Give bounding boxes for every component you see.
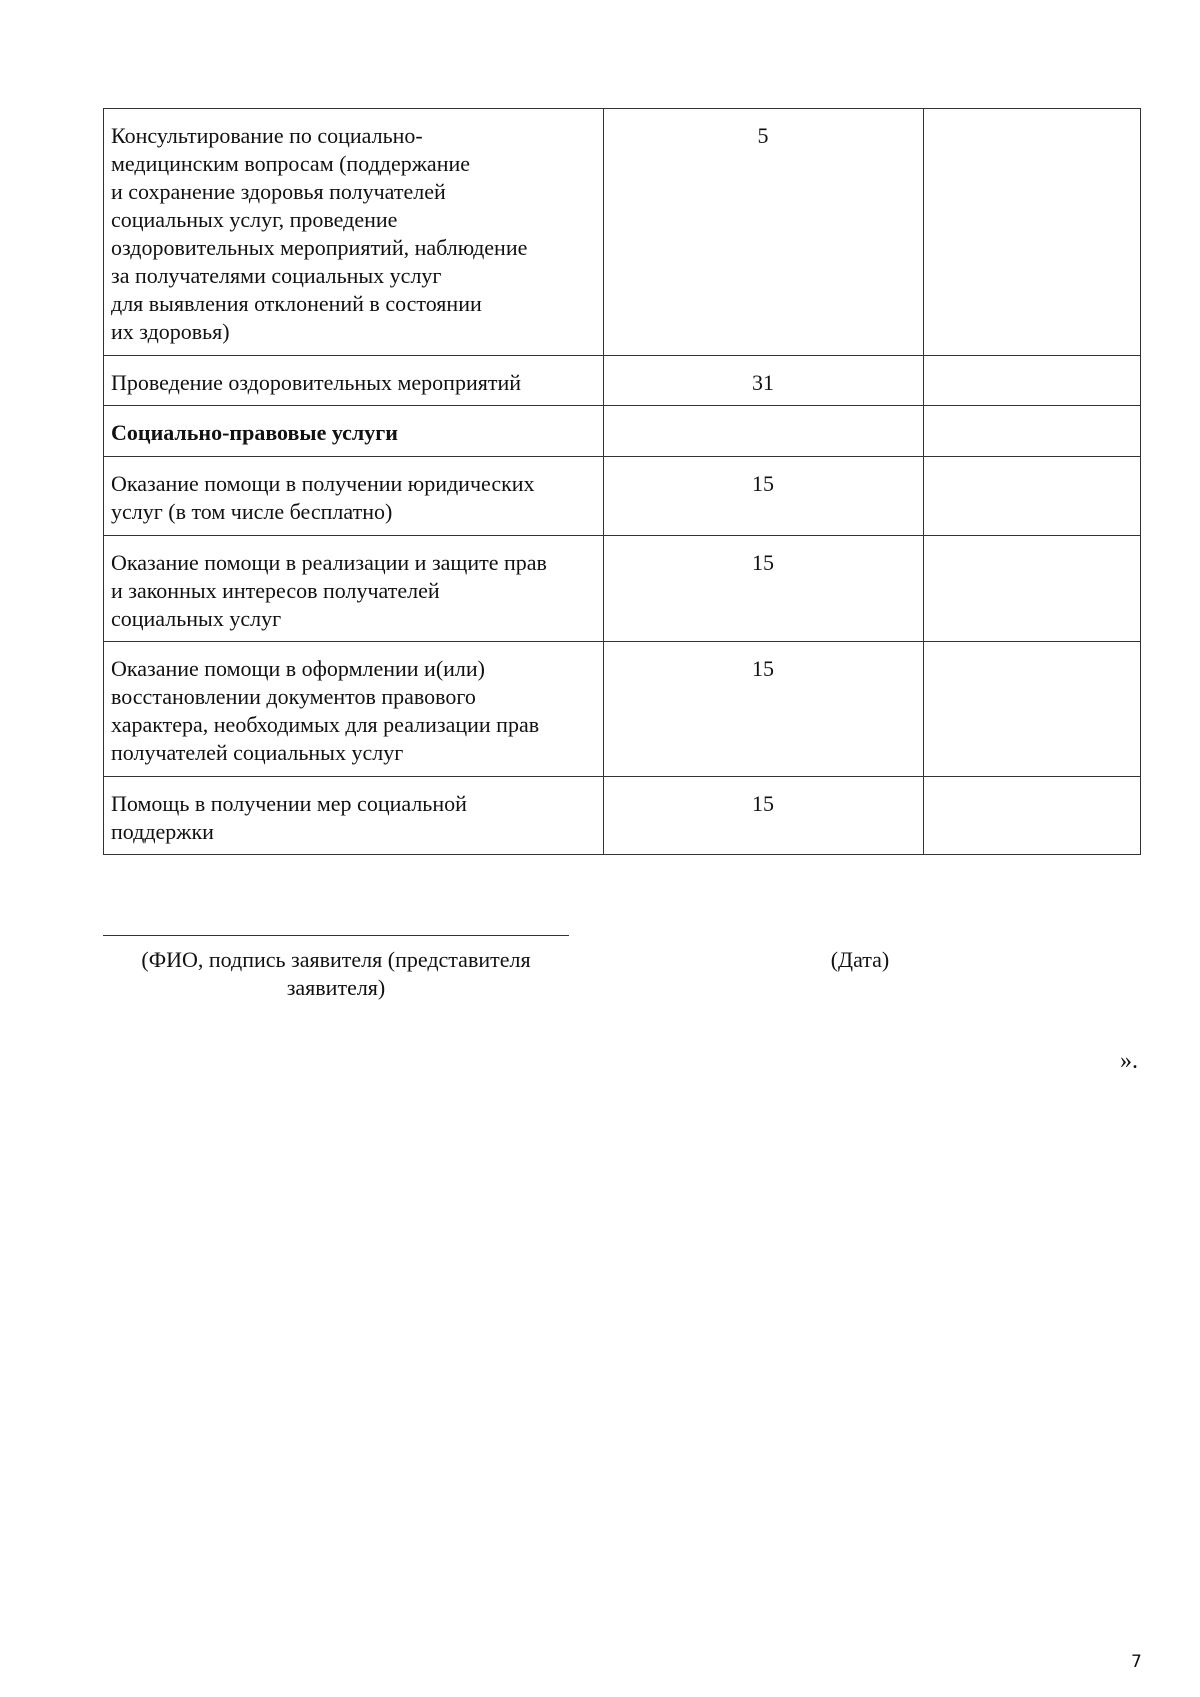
service-count-cell: 15 [604, 642, 924, 777]
signature-caption: (ФИО, подпись заявителя (представителя заявителя) [141, 947, 531, 1000]
table-row [104, 536, 1141, 642]
signature-line [103, 935, 569, 936]
service-name-cell [104, 109, 604, 356]
service-count-cell: 31 [604, 356, 924, 406]
service-name: Консультирование по социально- медицинским вопросам (поддержание и сохранение здоровья получателей социальных услуг, проведение оздоровительных мероприятий, наблюдение за получателями социальных услуг для выявления отклонений в состоянии их здоровья) [111, 123, 528, 344]
service-name: Оказание помощи в получении юридических услуг (в том числе бесплатно) [111, 471, 535, 524]
services-table [103, 108, 1141, 855]
empty-cell [924, 642, 1141, 777]
empty-cell [924, 777, 1141, 855]
service-name-cell [104, 536, 604, 642]
empty-cell [924, 536, 1141, 642]
service-count-cell: 15 [604, 777, 924, 855]
service-name-cell [104, 642, 604, 777]
table-row [104, 777, 1141, 855]
service-name-cell [104, 356, 604, 406]
empty-cell [924, 109, 1141, 356]
service-name-cell [104, 777, 604, 855]
service-name: Оказание помощи в реализации и защите прав и законных интересов получателей социальных услуг [111, 550, 547, 631]
service-name-cell [104, 457, 604, 536]
service-count-cell: 15 [604, 457, 924, 536]
page-number: 7 [1131, 1652, 1142, 1672]
section-heading-cell [104, 406, 604, 457]
table-row [104, 109, 1141, 356]
empty-cell [924, 457, 1141, 536]
empty-cell [924, 356, 1141, 406]
service-count-cell: 5 [604, 109, 924, 356]
service-count-cell: 15 [604, 536, 924, 642]
empty-cell [924, 406, 1141, 457]
service-name: Помощь в получении мер социальной поддержки [111, 791, 467, 844]
service-count-cell [604, 406, 924, 457]
date-caption: (Дата) [830, 947, 890, 972]
table-row [104, 356, 1141, 406]
table-row [104, 642, 1141, 777]
service-name: Проведение оздоровительных мероприятий [111, 370, 521, 395]
table-row [104, 406, 1141, 457]
table-row [104, 457, 1141, 536]
closing-quote: ». [1120, 1048, 1138, 1074]
section-heading: Социально-правовые услуги [111, 420, 398, 445]
service-name: Оказание помощи в оформлении и(или) восстановлении документов правового характера, необходимых для реализации прав получателей социальных услуг [111, 656, 540, 765]
